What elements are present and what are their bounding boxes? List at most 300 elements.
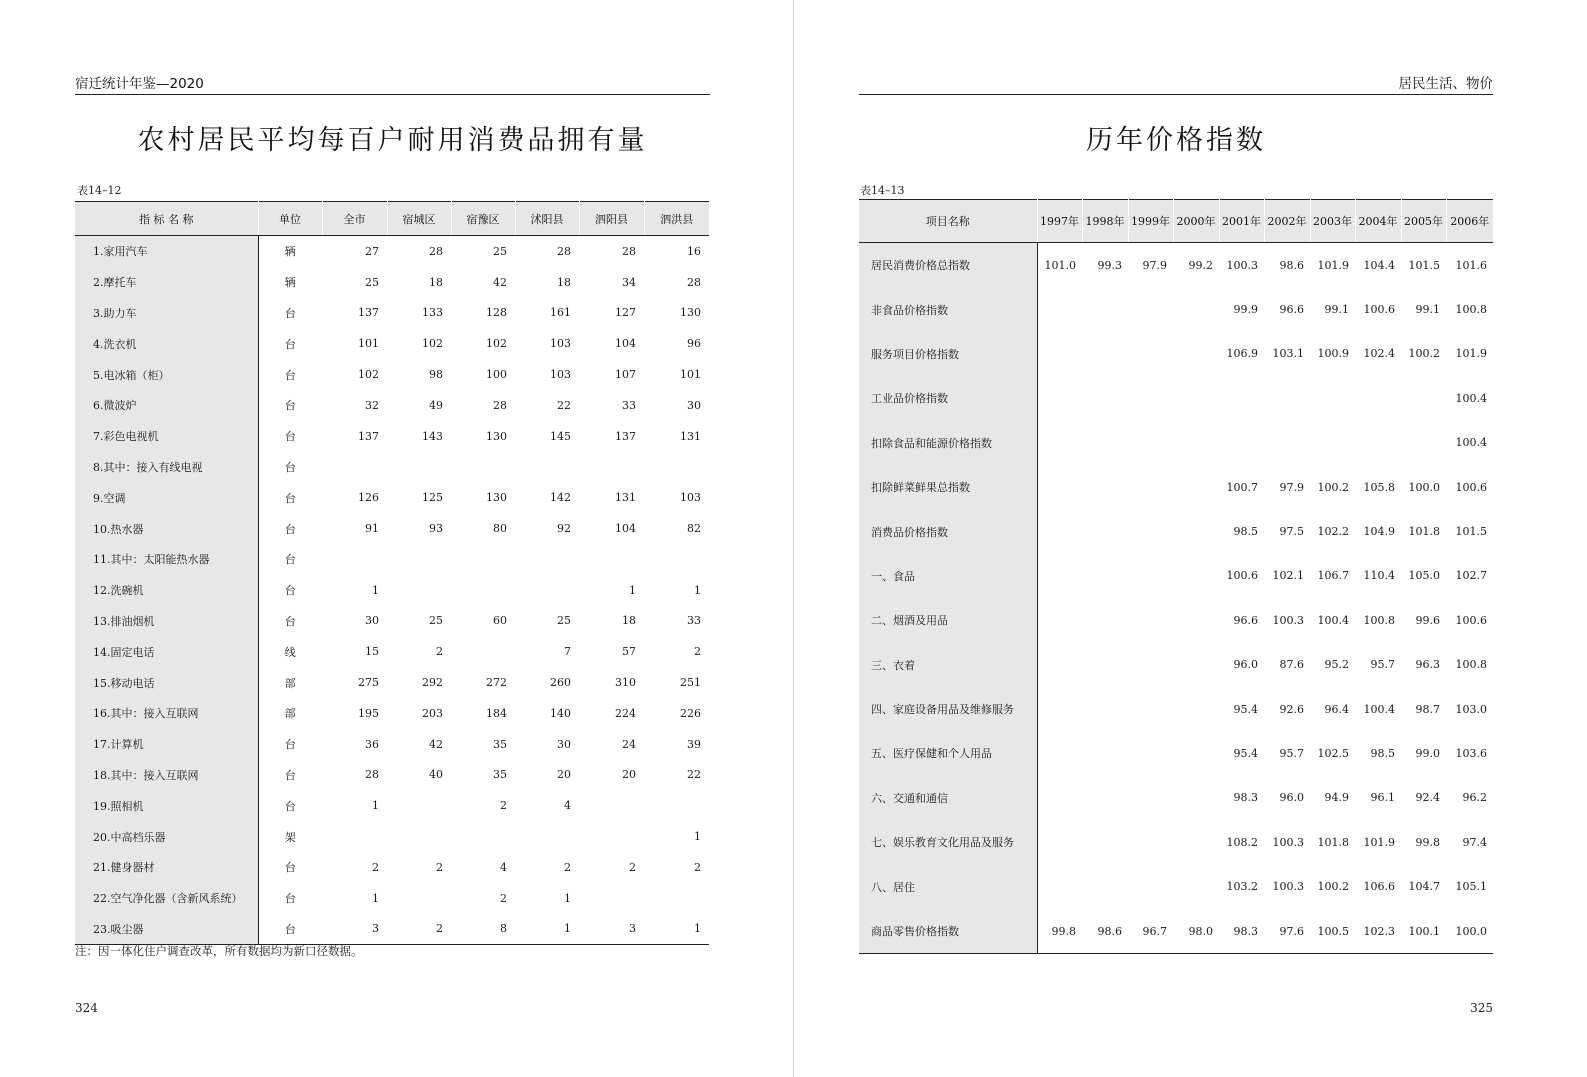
value-cell: 97.5 <box>1279 525 1304 539</box>
table-row <box>75 390 709 421</box>
table-row <box>75 421 709 452</box>
value-cell: 33 <box>687 614 701 628</box>
row-label: 四、家庭设备用品及维修服务 <box>859 687 1037 731</box>
value-cell <box>1128 332 1173 376</box>
value-cell: 96.6 <box>1233 613 1258 627</box>
value-cell: 80 <box>493 522 507 536</box>
column-header: 2004年 <box>1355 200 1401 243</box>
row-label: 五、医疗保健和个人用品 <box>859 731 1037 775</box>
table-row <box>859 687 1493 731</box>
unit-cell: 台 <box>284 399 296 413</box>
table-row <box>75 636 709 667</box>
table-row <box>859 820 1493 864</box>
value-cell <box>1128 731 1173 775</box>
table-row <box>75 606 709 637</box>
value-cell: 2 <box>629 860 636 874</box>
value-cell: 32 <box>365 398 379 412</box>
value-cell: 103.2 <box>1226 880 1258 894</box>
value-cell: 96.2 <box>1462 791 1487 805</box>
value-cell: 100.6 <box>1363 303 1395 317</box>
value-cell <box>1173 465 1219 509</box>
value-cell <box>515 821 579 852</box>
value-cell <box>1037 864 1082 908</box>
value-cell <box>451 575 515 606</box>
value-cell: 106.7 <box>1317 569 1349 583</box>
value-cell: 100.8 <box>1455 303 1487 317</box>
value-cell: 30 <box>557 737 571 751</box>
value-cell <box>1128 598 1173 642</box>
table-row <box>75 482 709 513</box>
value-cell <box>1128 820 1173 864</box>
value-cell <box>644 452 709 483</box>
value-cell <box>387 575 451 606</box>
value-cell: 25 <box>365 275 379 289</box>
row-label: 8.其中：接入有线电视 <box>75 452 258 483</box>
value-cell <box>387 883 451 914</box>
value-cell: 28 <box>557 244 571 258</box>
value-cell: 91 <box>365 522 379 536</box>
table-row <box>859 376 1493 420</box>
table-row <box>75 821 709 852</box>
value-cell <box>1173 643 1219 687</box>
value-cell <box>579 883 644 914</box>
value-cell: 2 <box>500 799 507 813</box>
value-cell <box>387 544 451 575</box>
table-note: 注：因一体化住户调查改革，所有数据均为新口径数据。 <box>75 944 363 958</box>
value-cell: 28 <box>429 244 443 258</box>
row-label: 19.照相机 <box>75 790 258 821</box>
value-cell: 2 <box>694 645 701 659</box>
value-cell <box>1355 421 1401 465</box>
value-cell: 28 <box>622 244 636 258</box>
value-cell: 108.2 <box>1226 835 1258 849</box>
value-cell <box>1128 421 1173 465</box>
table-row <box>859 421 1493 465</box>
value-cell: 100.7 <box>1226 480 1258 494</box>
row-label: 扣除食品和能源价格指数 <box>859 421 1037 465</box>
unit-cell: 架 <box>284 830 296 844</box>
value-cell: 107 <box>615 368 636 382</box>
column-header: 单位 <box>258 202 322 236</box>
row-label: 6.微波炉 <box>75 390 258 421</box>
unit-cell: 台 <box>284 768 296 782</box>
value-cell: 145 <box>550 429 571 443</box>
unit-cell: 台 <box>284 892 296 906</box>
table-row <box>75 452 709 483</box>
value-cell: 102.3 <box>1363 924 1395 938</box>
table-row <box>75 914 709 945</box>
value-cell: 95.4 <box>1233 702 1258 716</box>
value-cell: 105.0 <box>1408 569 1440 583</box>
value-cell: 98.7 <box>1415 702 1440 716</box>
table-row <box>75 236 709 267</box>
value-cell <box>579 821 644 852</box>
value-cell: 2 <box>436 645 443 659</box>
value-cell <box>1173 820 1219 864</box>
header-rule-left <box>75 94 710 95</box>
value-cell <box>1173 509 1219 553</box>
value-cell <box>1173 864 1219 908</box>
value-cell: 4 <box>564 799 571 813</box>
value-cell: 226 <box>680 706 701 720</box>
value-cell: 16 <box>687 244 701 258</box>
value-cell <box>1037 287 1082 331</box>
header-rule-right <box>859 94 1493 95</box>
value-cell: 103.6 <box>1455 746 1487 760</box>
value-cell <box>1082 287 1128 331</box>
value-cell <box>1037 509 1082 553</box>
unit-cell: 台 <box>284 922 296 936</box>
value-cell <box>1173 776 1219 820</box>
left-page <box>0 0 793 1077</box>
value-cell <box>1037 332 1082 376</box>
row-label: 5.电冰箱（柜） <box>75 359 258 390</box>
unit-cell: 台 <box>284 738 296 752</box>
unit-cell: 台 <box>284 584 296 598</box>
value-cell: 102 <box>358 368 379 382</box>
value-cell: 95.7 <box>1370 658 1395 672</box>
value-cell <box>1082 820 1128 864</box>
value-cell <box>1082 864 1128 908</box>
value-cell: 98.3 <box>1233 791 1258 805</box>
table-row <box>75 298 709 329</box>
value-cell: 100.0 <box>1408 480 1440 494</box>
value-cell: 36 <box>365 737 379 751</box>
value-cell: 99.9 <box>1233 303 1258 317</box>
column-header: 项目名称 <box>859 200 1037 243</box>
row-label: 非食品价格指数 <box>859 287 1037 331</box>
value-cell <box>1037 643 1082 687</box>
value-cell: 101.9 <box>1455 347 1487 361</box>
table-row <box>75 667 709 698</box>
table-row <box>75 359 709 390</box>
value-cell: 99.1 <box>1324 303 1349 317</box>
value-cell: 100.1 <box>1408 924 1440 938</box>
value-cell <box>322 544 387 575</box>
table-number-right: 表14–13 <box>860 184 905 197</box>
table-row <box>75 267 709 298</box>
value-cell: 100.4 <box>1317 613 1349 627</box>
value-cell <box>1310 421 1355 465</box>
value-cell: 34 <box>622 275 636 289</box>
running-head-right: 居民生活、物价 <box>1398 76 1493 92</box>
value-cell: 39 <box>687 737 701 751</box>
value-cell: 101.8 <box>1408 525 1440 539</box>
unit-cell: 台 <box>284 368 296 382</box>
value-cell <box>1082 509 1128 553</box>
value-cell: 101.6 <box>1455 258 1487 272</box>
row-label: 扣除鲜菜鲜果总指数 <box>859 465 1037 509</box>
value-cell <box>1355 376 1401 420</box>
table-row <box>859 509 1493 553</box>
value-cell: 4 <box>500 860 507 874</box>
unit-cell: 辆 <box>284 276 296 290</box>
value-cell: 103.0 <box>1455 702 1487 716</box>
row-label: 三、衣着 <box>859 643 1037 687</box>
value-cell <box>451 452 515 483</box>
value-cell: 35 <box>493 737 507 751</box>
value-cell: 137 <box>615 429 636 443</box>
value-cell: 101.8 <box>1317 835 1349 849</box>
row-label: 消费品价格指数 <box>859 509 1037 553</box>
value-cell: 161 <box>550 306 571 320</box>
value-cell: 96.0 <box>1279 791 1304 805</box>
value-cell <box>515 575 579 606</box>
price-index-table <box>859 199 1493 954</box>
value-cell <box>1128 509 1173 553</box>
column-header: 2000年 <box>1173 200 1219 243</box>
value-cell: 133 <box>422 306 443 320</box>
value-cell: 98.5 <box>1370 746 1395 760</box>
table-row <box>75 575 709 606</box>
unit-cell: 台 <box>284 799 296 813</box>
row-label: 七、娱乐教育文化用品及服务 <box>859 820 1037 864</box>
value-cell: 22 <box>687 768 701 782</box>
value-cell: 92.6 <box>1279 702 1304 716</box>
value-cell <box>1264 376 1310 420</box>
row-label: 六、交通和通信 <box>859 776 1037 820</box>
value-cell: 1 <box>372 799 379 813</box>
value-cell: 3 <box>372 922 379 936</box>
value-cell: 57 <box>622 645 636 659</box>
value-cell: 142 <box>550 491 571 505</box>
value-cell: 195 <box>358 706 379 720</box>
value-cell <box>1082 643 1128 687</box>
row-label: 服务项目价格指数 <box>859 332 1037 376</box>
value-cell: 95.7 <box>1279 746 1304 760</box>
value-cell: 96.3 <box>1415 658 1440 672</box>
value-cell <box>1037 820 1082 864</box>
value-cell: 100.0 <box>1455 924 1487 938</box>
value-cell: 97.9 <box>1142 258 1167 272</box>
value-cell: 93 <box>429 522 443 536</box>
row-label: 13.排油烟机 <box>75 606 258 637</box>
value-cell: 40 <box>429 768 443 782</box>
value-cell: 30 <box>365 614 379 628</box>
value-cell: 35 <box>493 768 507 782</box>
value-cell: 60 <box>493 614 507 628</box>
value-cell: 24 <box>622 737 636 751</box>
value-cell: 103 <box>550 337 571 351</box>
value-cell <box>1082 465 1128 509</box>
row-label: 21.健身器材 <box>75 852 258 883</box>
row-label: 22.空气净化器（含新风系统） <box>75 883 258 914</box>
value-cell: 99.6 <box>1415 613 1440 627</box>
column-header: 全市 <box>322 202 387 236</box>
row-label: 11.其中：太阳能热水器 <box>75 544 258 575</box>
value-cell <box>1082 332 1128 376</box>
row-label: 八、居住 <box>859 864 1037 908</box>
table-row <box>75 852 709 883</box>
value-cell <box>1219 421 1264 465</box>
column-header: 2005年 <box>1401 200 1446 243</box>
value-cell: 7 <box>564 645 571 659</box>
table-row <box>859 465 1493 509</box>
column-header: 2006年 <box>1446 200 1493 243</box>
value-cell: 28 <box>493 398 507 412</box>
value-cell <box>1082 421 1128 465</box>
durable-goods-table <box>75 201 709 945</box>
value-cell <box>1128 687 1173 731</box>
value-cell: 130 <box>680 306 701 320</box>
value-cell <box>1128 864 1173 908</box>
value-cell: 28 <box>365 768 379 782</box>
value-cell <box>1082 731 1128 775</box>
unit-cell: 部 <box>284 676 296 690</box>
unit-cell: 台 <box>284 430 296 444</box>
value-cell <box>1128 554 1173 598</box>
column-header: 泗洪县 <box>644 202 709 236</box>
column-header: 指 标 名 称 <box>75 202 258 236</box>
value-cell: 100.2 <box>1317 880 1349 894</box>
page-title-right: 历年价格指数 <box>1086 125 1266 156</box>
table-row <box>859 731 1493 775</box>
value-cell: 260 <box>550 676 571 690</box>
value-cell: 87.6 <box>1279 658 1304 672</box>
value-cell: 42 <box>429 737 443 751</box>
value-cell: 18 <box>557 275 571 289</box>
row-label: 16.其中：接入互联网 <box>75 698 258 729</box>
value-cell: 251 <box>680 676 701 690</box>
value-cell: 104.9 <box>1363 525 1395 539</box>
value-cell: 98.5 <box>1233 525 1258 539</box>
value-cell: 100.6 <box>1226 569 1258 583</box>
value-cell <box>1401 376 1446 420</box>
value-cell: 49 <box>429 398 443 412</box>
value-cell: 100.2 <box>1408 347 1440 361</box>
unit-cell: 辆 <box>284 245 296 259</box>
row-label: 18.其中：接入互联网 <box>75 760 258 791</box>
table-row <box>75 698 709 729</box>
value-cell: 100.6 <box>1455 480 1487 494</box>
value-cell: 42 <box>493 275 507 289</box>
value-cell <box>1173 332 1219 376</box>
value-cell: 2 <box>694 860 701 874</box>
value-cell: 102.7 <box>1455 569 1487 583</box>
value-cell: 100.5 <box>1317 924 1349 938</box>
value-cell <box>1037 421 1082 465</box>
value-cell: 97.6 <box>1279 924 1304 938</box>
value-cell <box>1401 421 1446 465</box>
value-cell: 98.3 <box>1233 924 1258 938</box>
value-cell <box>322 821 387 852</box>
value-cell <box>1082 598 1128 642</box>
value-cell <box>1173 376 1219 420</box>
row-label: 工业品价格指数 <box>859 376 1037 420</box>
value-cell: 106.6 <box>1363 880 1395 894</box>
value-cell: 33 <box>622 398 636 412</box>
value-cell: 15 <box>365 645 379 659</box>
row-label: 14.固定电话 <box>75 636 258 667</box>
value-cell: 104 <box>615 522 636 536</box>
unit-cell: 台 <box>284 306 296 320</box>
value-cell <box>387 452 451 483</box>
value-cell: 99.3 <box>1097 258 1122 272</box>
table-row <box>859 909 1493 954</box>
row-label: 4.洗衣机 <box>75 328 258 359</box>
column-header: 泗阳县 <box>579 202 644 236</box>
table-row <box>859 554 1493 598</box>
column-header: 2002年 <box>1264 200 1310 243</box>
value-cell <box>1082 376 1128 420</box>
value-cell: 2 <box>436 922 443 936</box>
row-label: 商品零售价格指数 <box>859 909 1037 954</box>
table-row <box>859 776 1493 820</box>
column-header: 2001年 <box>1219 200 1264 243</box>
value-cell: 1 <box>564 922 571 936</box>
unit-cell: 台 <box>284 553 296 567</box>
table-row <box>859 864 1493 908</box>
value-cell: 103 <box>550 368 571 382</box>
value-cell: 20 <box>622 768 636 782</box>
table-row <box>75 328 709 359</box>
value-cell: 96.0 <box>1233 658 1258 672</box>
value-cell: 101.0 <box>1044 258 1076 272</box>
value-cell <box>579 544 644 575</box>
value-cell: 125 <box>422 491 443 505</box>
value-cell: 1 <box>629 583 636 597</box>
table-row <box>859 598 1493 642</box>
value-cell: 98.6 <box>1097 924 1122 938</box>
row-label: 1.家用汽车 <box>75 236 258 267</box>
value-cell: 18 <box>429 275 443 289</box>
value-cell <box>1128 465 1173 509</box>
value-cell <box>1037 376 1082 420</box>
table-row <box>75 790 709 821</box>
value-cell <box>1264 421 1310 465</box>
value-cell: 96.4 <box>1324 702 1349 716</box>
value-cell <box>1128 376 1173 420</box>
value-cell: 100.8 <box>1363 613 1395 627</box>
value-cell: 99.8 <box>1415 835 1440 849</box>
value-cell <box>451 544 515 575</box>
value-cell: 130 <box>486 429 507 443</box>
row-label: 7.彩色电视机 <box>75 421 258 452</box>
value-cell: 101.9 <box>1317 258 1349 272</box>
value-cell: 203 <box>422 706 443 720</box>
value-cell <box>1219 376 1264 420</box>
value-cell: 100.3 <box>1272 835 1304 849</box>
table-row <box>859 643 1493 687</box>
unit-cell: 台 <box>284 460 296 474</box>
value-cell: 310 <box>615 676 636 690</box>
unit-cell: 台 <box>284 614 296 628</box>
value-cell <box>644 883 709 914</box>
row-label: 居民消费价格总指数 <box>859 243 1037 288</box>
value-cell: 143 <box>422 429 443 443</box>
row-label: 二、烟酒及用品 <box>859 598 1037 642</box>
value-cell <box>1037 687 1082 731</box>
value-cell: 131 <box>615 491 636 505</box>
value-cell: 100.4 <box>1455 436 1487 450</box>
value-cell: 2 <box>564 860 571 874</box>
value-cell: 96.7 <box>1142 924 1167 938</box>
value-cell <box>387 790 451 821</box>
table-number-left: 表14–12 <box>77 184 122 197</box>
value-cell: 96 <box>687 337 701 351</box>
value-cell <box>1173 421 1219 465</box>
value-cell: 30 <box>687 398 701 412</box>
value-cell <box>1173 554 1219 598</box>
value-cell: 105.1 <box>1455 880 1487 894</box>
value-cell: 292 <box>422 676 443 690</box>
value-cell <box>1310 376 1355 420</box>
row-label: 20.中高档乐器 <box>75 821 258 852</box>
value-cell: 1 <box>694 583 701 597</box>
table-header-row <box>859 200 1493 243</box>
value-cell <box>579 452 644 483</box>
value-cell: 99.8 <box>1051 924 1076 938</box>
